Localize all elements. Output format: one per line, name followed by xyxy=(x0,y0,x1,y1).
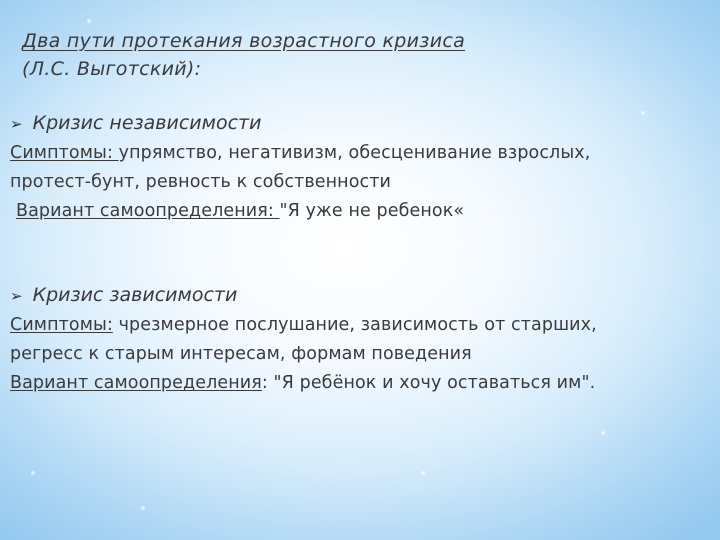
symptoms-text: упрямство, негативизм, обесценивание взрослых, xyxy=(118,143,591,163)
sparkle-decoration xyxy=(30,470,36,476)
variant-text: : "Я ребёнок и хочу оставаться им". xyxy=(261,373,596,393)
sparkle-decoration xyxy=(86,18,92,24)
arrow-bullet-icon: ➢ xyxy=(10,115,23,133)
sparkle-decoration xyxy=(420,470,426,476)
variant-text: "Я уже не ребенок« xyxy=(279,201,465,221)
arrow-bullet-icon: ➢ xyxy=(10,287,23,305)
sparkle-decoration xyxy=(140,505,146,511)
symptoms-line-continued: протест-бунт, ревность к собственности xyxy=(10,172,392,192)
variant-line xyxy=(16,201,464,221)
variant-label: Вариант самоопределения xyxy=(10,373,262,393)
section-heading-dependence xyxy=(10,284,237,306)
symptoms-label: Симптомы: xyxy=(10,143,119,163)
sparkle-decoration xyxy=(600,430,606,436)
symptoms-line xyxy=(10,315,597,335)
section-heading-label: Кризис зависимости xyxy=(32,284,238,306)
variant-label: Вариант самоопределения: xyxy=(16,201,280,221)
symptoms-line xyxy=(10,143,590,163)
sparkle-decoration xyxy=(640,110,646,116)
slide-title-author: (Л.С. Выготский): xyxy=(22,58,202,80)
slide-title: Два пути протекания возрастного кризиса xyxy=(22,30,466,52)
symptoms-text: чрезмерное послушание, зависимость от старших, xyxy=(112,315,597,335)
symptoms-line-continued: регресс к старым интересам, формам поведения xyxy=(10,344,472,364)
section-heading-label: Кризис независимости xyxy=(32,112,262,134)
symptoms-label: Симптомы: xyxy=(10,315,113,335)
variant-line xyxy=(10,373,595,393)
section-heading-independence xyxy=(10,112,261,134)
